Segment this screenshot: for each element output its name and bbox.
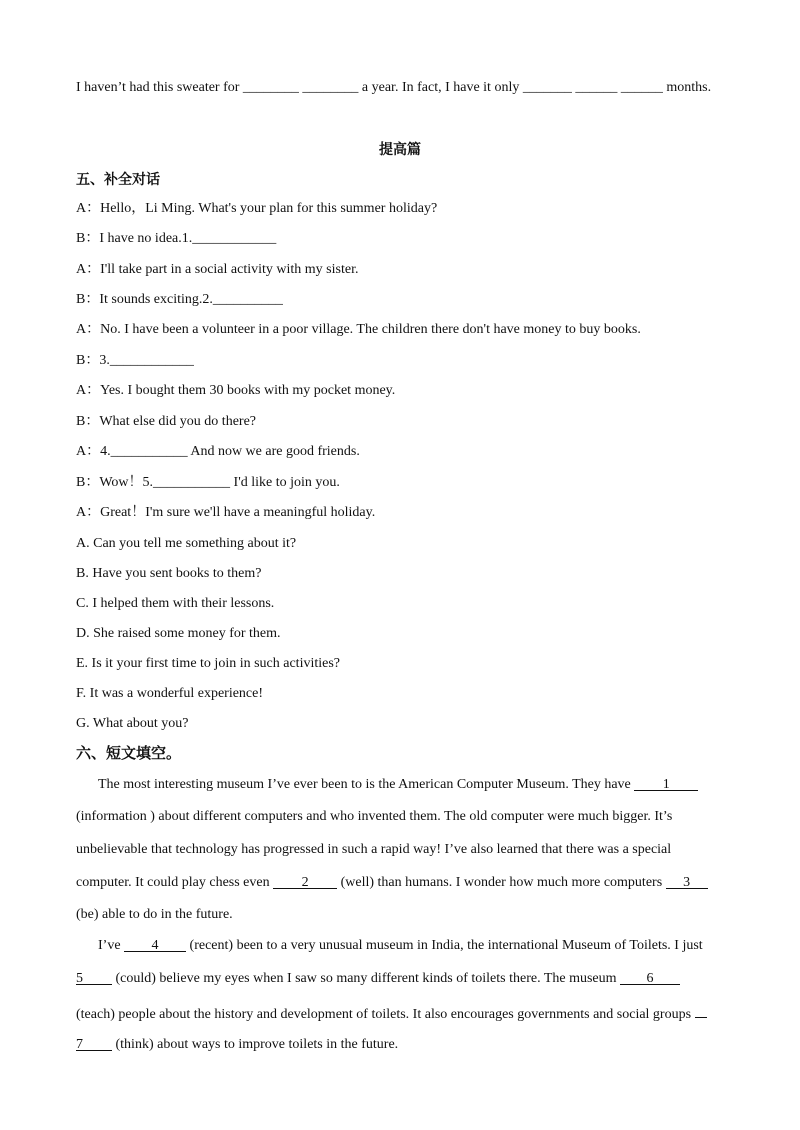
dialogue-line: B：I have no idea.1.____________ <box>76 231 277 246</box>
passage-text: (think) about ways to improve toilets in the future. <box>112 1037 399 1052</box>
option-item: F. It was a wonderful experience! <box>76 686 264 701</box>
answer-blank-7[interactable]: 7 <box>76 1036 112 1051</box>
passage-text: (could) believe my eyes when I saw so many different kinds of toilets there. The museum <box>112 971 621 986</box>
passage-text: The most interesting museum I’ve ever been to is the American Computer Museum. They have <box>98 777 635 792</box>
option-item: B. Have you sent books to them? <box>76 566 262 581</box>
passage-line <box>76 1003 724 1024</box>
dialogue-line: B：Wow！5.___________ I'd like to join you. <box>76 475 340 490</box>
answer-blank-4[interactable]: 4 <box>124 937 186 952</box>
answer-blank-7-start <box>695 1003 707 1018</box>
section-title: 提高篇 <box>379 142 421 158</box>
dialogue-line: A：I'll take part in a social activity with my sister. <box>76 262 359 277</box>
option-item: G. What about you? <box>76 716 189 731</box>
dialogue-line: B：It sounds exciting.2.__________ <box>76 292 283 307</box>
dialogue-line: B：What else did you do there? <box>76 414 257 429</box>
dialogue-line: A：No. I have been a volunteer in a poor village. The children there don't have money to buy books. <box>76 322 641 337</box>
passage-text: I’ve <box>98 938 125 953</box>
dialogue-line: A：4.___________ And now we are good friends. <box>76 444 360 459</box>
answer-blank-2[interactable]: 2 <box>273 874 337 889</box>
answer-blank-1[interactable]: 1 <box>634 776 698 791</box>
option-item: D. She raised some money for them. <box>76 626 281 641</box>
passage-line <box>76 1036 724 1054</box>
dialogue-line: A：Hello，Li Ming. What's your plan for this summer holiday? <box>76 201 438 216</box>
dialogue-line: A：Yes. I bought them 30 books with my pocket money. <box>76 383 396 398</box>
answer-blank-3[interactable]: 3 <box>666 874 708 889</box>
dialogue-line: A：Great！I'm sure we'll have a meaningful holiday. <box>76 505 376 520</box>
option-item: A. Can you tell me something about it? <box>76 536 297 551</box>
fill-in-sentence: I haven’t had this sweater for ________ ________ a year. In fact, I have it only _______ ______ ______ months. <box>76 80 712 95</box>
passage-line <box>98 776 724 794</box>
passage-text: (recent) been to a very unusual museum in India, the international Museum of Toilets. I just <box>186 938 703 953</box>
passage-line <box>76 970 724 988</box>
passage-text: (well) than humans. I wonder how much more computers <box>337 875 666 890</box>
passage-line: unbelievable that technology has progressed in such a rapid way! I’ve also learned that there was a special <box>76 842 672 857</box>
option-item: E. Is it your first time to join in such activities? <box>76 656 341 671</box>
option-item: C. I helped them with their lessons. <box>76 596 275 611</box>
answer-blank-5[interactable]: 5 <box>76 970 112 985</box>
section5-heading: 五、补全对话 <box>76 172 160 188</box>
passage-text: (teach) people about the history and development of toilets. It also encourages governments and social groups <box>76 1007 692 1022</box>
section6-heading: 六、短文填空。 <box>76 744 182 762</box>
answer-blank-6[interactable]: 6 <box>620 970 680 985</box>
passage-text: computer. It could play chess even <box>76 875 274 890</box>
passage-line <box>76 874 724 892</box>
passage-line: (be) able to do in the future. <box>76 907 233 922</box>
passage-line: (information ) about different computers and who invented them. The old computer were much bigger. It’s <box>76 809 673 824</box>
passage-line <box>98 937 724 955</box>
dialogue-line: B：3.____________ <box>76 353 194 368</box>
